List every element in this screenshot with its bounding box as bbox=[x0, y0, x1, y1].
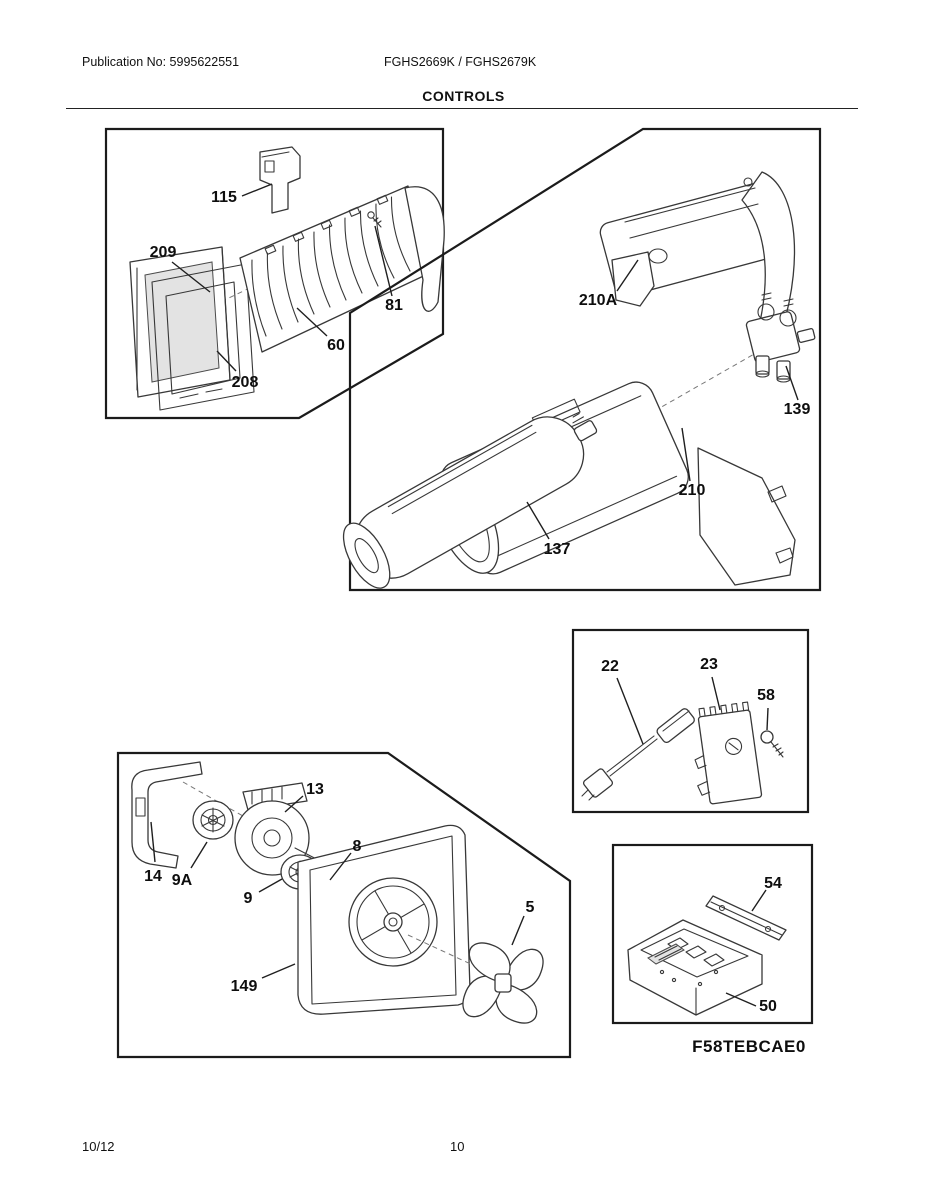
part-label-60: 60 bbox=[327, 337, 345, 354]
part-label-81: 81 bbox=[385, 297, 403, 314]
part-cover-210A bbox=[598, 172, 794, 342]
part-label-58: 58 bbox=[757, 687, 775, 704]
box-board-tray bbox=[613, 845, 812, 1056]
part-label-149: 149 bbox=[230, 978, 258, 995]
part-grommet-9A bbox=[193, 801, 233, 839]
part-label-208: 208 bbox=[231, 374, 259, 391]
part-label-115: 115 bbox=[211, 189, 237, 206]
box-filter-grille bbox=[106, 129, 444, 418]
part-label-8: 8 bbox=[352, 838, 362, 855]
part-grille-60 bbox=[240, 186, 444, 352]
part-control-23 bbox=[687, 702, 762, 806]
box-fan-assembly bbox=[118, 753, 570, 1057]
part-sensor-wire-22 bbox=[582, 707, 696, 800]
part-label-54: 54 bbox=[764, 875, 782, 892]
part-label-9: 9 bbox=[243, 890, 253, 907]
part-label-137: 137 bbox=[543, 541, 571, 558]
publication-number: Publication No: 5995622551 bbox=[82, 55, 240, 69]
part-fan-blade-5 bbox=[463, 943, 543, 1023]
part-label-23: 23 bbox=[700, 656, 718, 673]
part-bracket-115 bbox=[260, 147, 300, 213]
footer-page-number: 10 bbox=[450, 1139, 465, 1154]
part-label-22: 22 bbox=[601, 658, 619, 675]
part-label-5: 5 bbox=[525, 899, 535, 916]
part-label-50: 50 bbox=[759, 998, 777, 1015]
part-screw-58 bbox=[761, 731, 783, 757]
part-label-9A: 9A bbox=[171, 872, 193, 889]
footer-date: 10/12 bbox=[82, 1139, 115, 1154]
part-bracket-14 bbox=[132, 762, 202, 868]
part-shroud-149 bbox=[298, 825, 470, 1014]
cover-foot bbox=[612, 252, 654, 306]
part-label-13: 13 bbox=[306, 781, 324, 798]
box-sensor-control bbox=[573, 630, 808, 812]
part-label-210A: 210A bbox=[578, 292, 618, 309]
part-tray-50 bbox=[628, 920, 762, 1015]
part-cover-strip-54 bbox=[706, 896, 786, 940]
part-label-210: 210 bbox=[678, 482, 706, 499]
part-label-139: 139 bbox=[783, 401, 811, 418]
part-label-209: 209 bbox=[149, 244, 177, 261]
diagram-code: F58TEBCAE0 bbox=[692, 1037, 806, 1056]
part-label-14: 14 bbox=[144, 868, 162, 885]
section-title: CONTROLS bbox=[422, 88, 505, 104]
model-numbers: FGHS2669K / FGHS2679K bbox=[384, 55, 537, 69]
